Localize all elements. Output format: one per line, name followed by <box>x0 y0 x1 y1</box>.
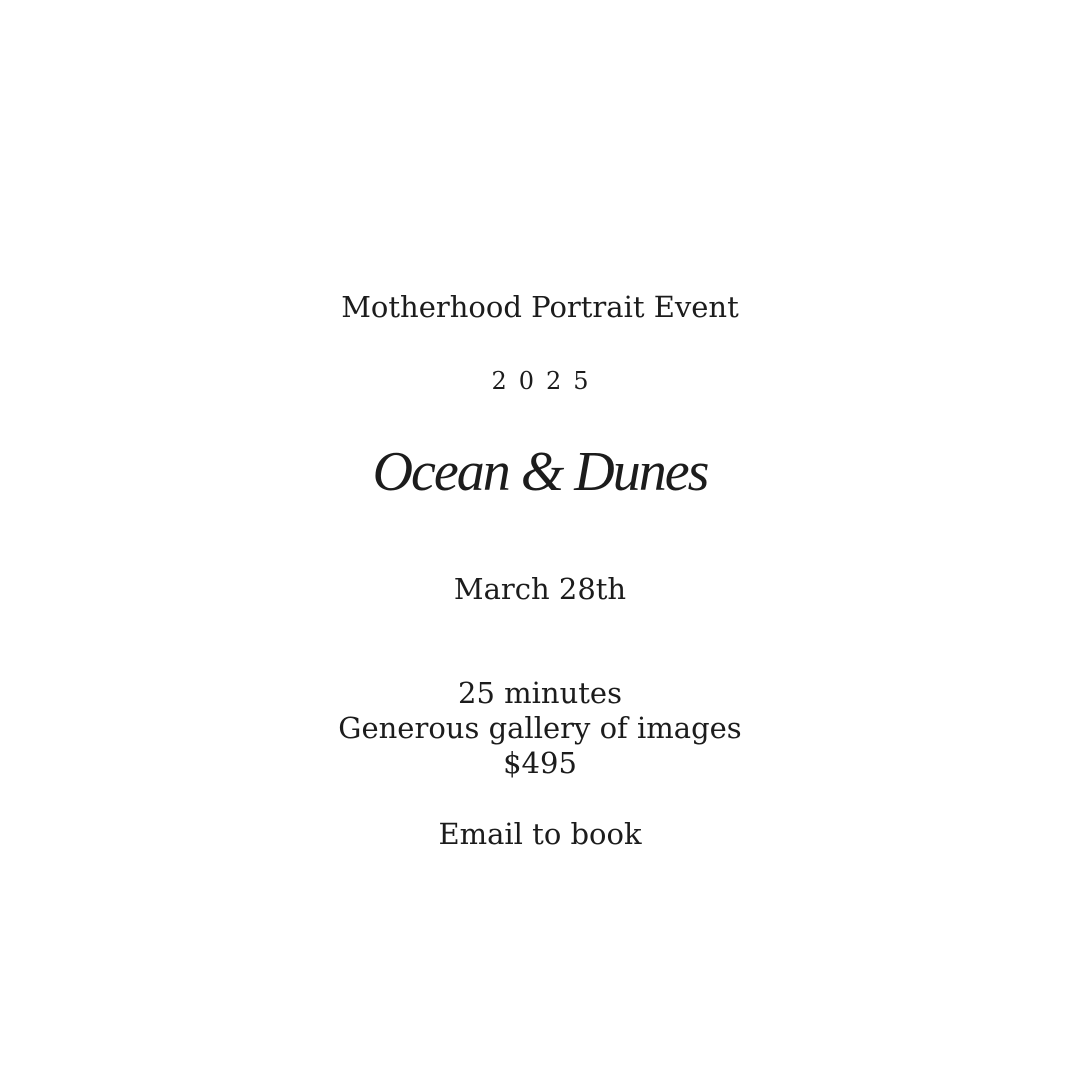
event-name: Motherhood Portrait Event <box>341 290 739 324</box>
session-gallery: Generous gallery of images <box>338 711 742 745</box>
session-price: $495 <box>503 746 577 780</box>
event-year: 2025 <box>491 367 601 395</box>
event-title: Ocean & Dunes <box>372 441 708 503</box>
event-date: March 28th <box>453 572 627 606</box>
booking-call-to-action: Email to book <box>438 817 642 851</box>
session-duration: 25 minutes <box>458 676 622 710</box>
session-details <box>0 676 1080 781</box>
